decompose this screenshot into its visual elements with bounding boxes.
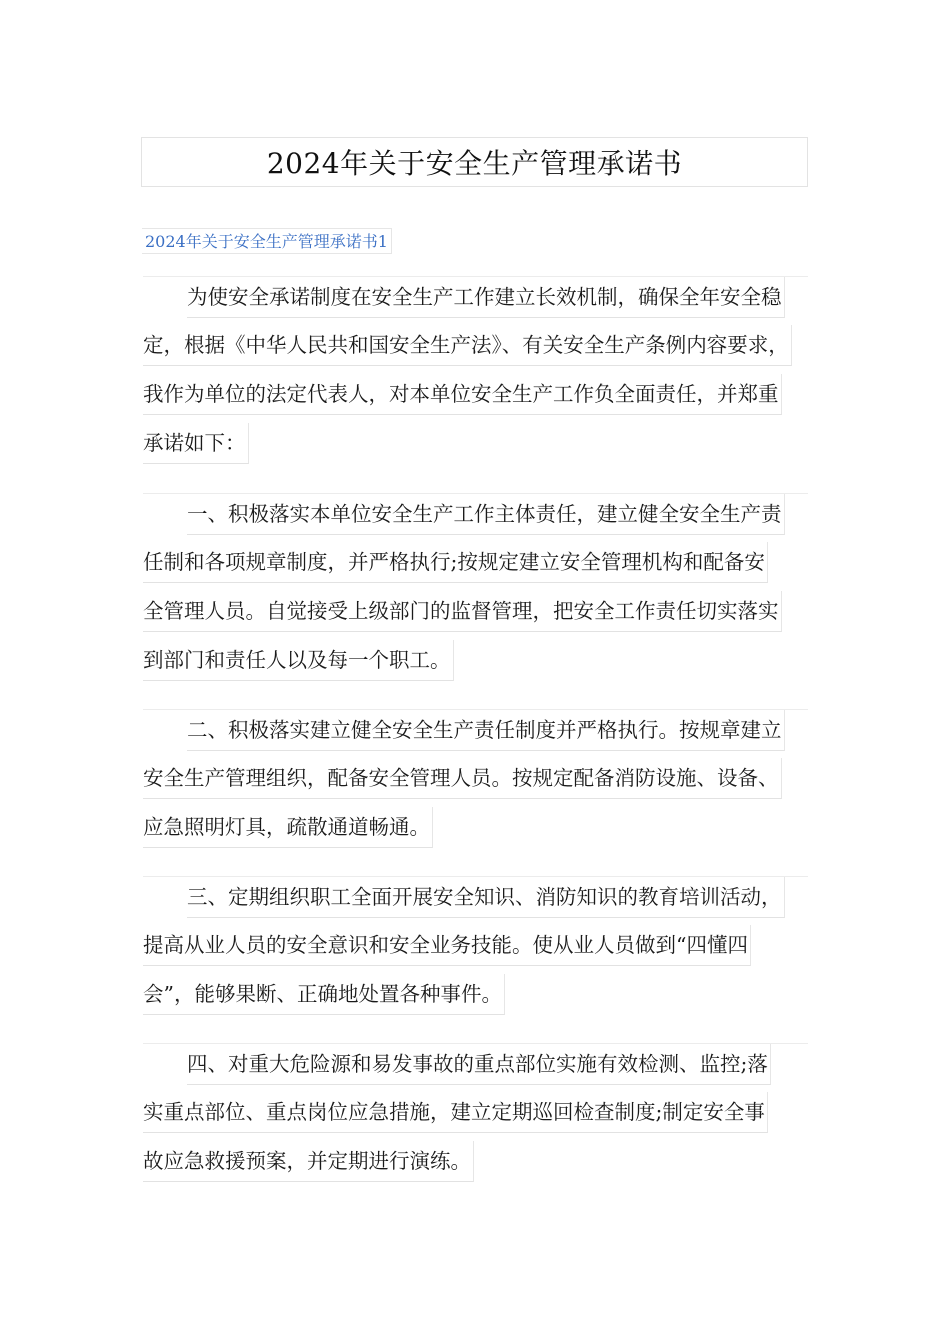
paragraph-line xyxy=(143,709,808,758)
paragraph-line xyxy=(143,974,808,1023)
line-text: 应急照明灯具，疏散通道畅通。 xyxy=(143,807,433,848)
line-text: 安全生产管理组织，配备安全管理人员。按规定配备消防设施、设备、 xyxy=(143,758,782,799)
paragraph-line xyxy=(143,542,808,591)
line-text: 故应急救援预案，并定期进行演练。 xyxy=(143,1141,474,1182)
line-text: 一、积极落实本单位安全生产工作主体责任，建立健全安全生产责 xyxy=(187,494,785,535)
line-text: 会”，能够果断、正确地处置各种事件。 xyxy=(143,974,505,1015)
paragraph-2 xyxy=(143,493,808,689)
paragraph-line xyxy=(143,1141,808,1190)
paragraph-line xyxy=(143,1092,808,1141)
line-text: 任制和各项规章制度，并严格执行;按规定建立安全管理机构和配备安 xyxy=(143,542,768,583)
line-text: 到部门和责任人以及每一个职工。 xyxy=(143,640,454,681)
line-text: 提高从业人员的安全意识和安全业务技能。使从业人员做到“四懂四 xyxy=(143,925,751,966)
section-heading: 2024年关于安全生产管理承诺书1 xyxy=(142,228,392,254)
line-text: 实重点部位、重点岗位应急措施，建立定期巡回检查制度;制定安全事 xyxy=(143,1092,768,1133)
paragraph-1 xyxy=(143,276,808,472)
paragraph-line xyxy=(143,807,808,856)
line-text: 全管理人员。自觉接受上级部门的监督管理，把安全工作责任切实落实 xyxy=(143,591,782,632)
line-text: 四、对重大危险源和易发事故的重点部位实施有效检测、监控;落 xyxy=(187,1044,771,1085)
paragraph-3 xyxy=(143,709,808,856)
paragraph-line xyxy=(143,876,808,925)
paragraph-line xyxy=(143,276,808,325)
paragraph-5 xyxy=(143,1043,808,1190)
document-title: 2024年关于安全生产管理承诺书 xyxy=(266,147,683,180)
paragraph-line xyxy=(143,325,808,374)
paragraph-line xyxy=(143,591,808,640)
paragraph-4 xyxy=(143,876,808,1023)
line-text: 我作为单位的法定代表人，对本单位安全生产工作负全面责任，并郑重 xyxy=(143,374,782,415)
line-text: 承诺如下： xyxy=(143,423,249,464)
paragraph-line xyxy=(143,1043,808,1092)
paragraph-line xyxy=(143,758,808,807)
paragraph-line xyxy=(143,423,808,472)
line-text: 为使安全承诺制度在安全生产工作建立长效机制，确保全年安全稳 xyxy=(187,277,785,318)
paragraph-line xyxy=(143,374,808,423)
line-text: 三、定期组织职工全面开展安全知识、消防知识的教育培训活动， xyxy=(187,877,785,918)
line-text: 二、积极落实建立健全安全生产责任制度并严格执行。按规章建立 xyxy=(187,710,785,751)
paragraph-line xyxy=(143,640,808,689)
title-box xyxy=(141,137,808,187)
line-text: 定，根据《中华人民共和国安全生产法》、有关安全生产条例内容要求， xyxy=(143,325,792,366)
paragraph-line xyxy=(143,493,808,542)
paragraph-line xyxy=(143,925,808,974)
